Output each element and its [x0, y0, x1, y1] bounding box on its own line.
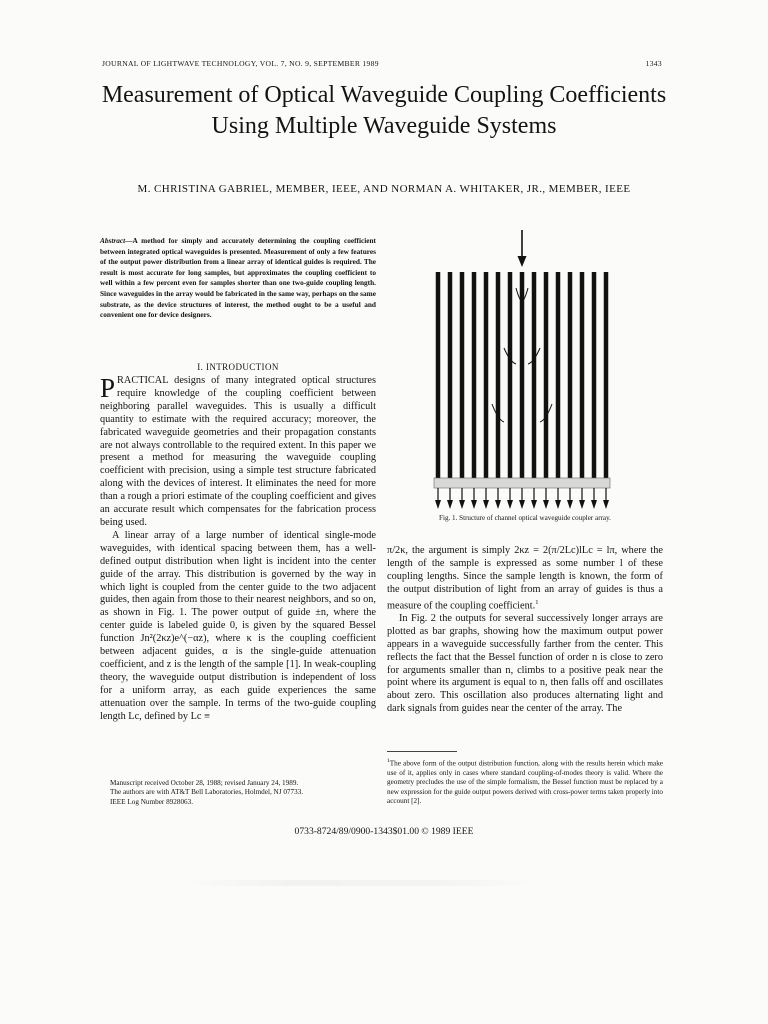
output-arrow-head — [447, 500, 453, 509]
author-line: M. CHRISTINA GABRIEL, MEMBER, IEEE, AND NORMAN A. WHITAKER, JR., MEMBER, IEEE — [137, 183, 631, 195]
paper-title: Measurement of Optical Waveguide Coupling Coefficients Using Multiple Waveguide Systems — [101, 82, 667, 139]
output-arrow-head — [591, 500, 597, 509]
abstract-lead: Abstract — [100, 236, 126, 245]
waveguide — [604, 272, 609, 478]
theory-footnote — [387, 757, 663, 806]
copyright-line: 0733-8724/89/0900-1343$01.00 © 1989 IEEE — [294, 826, 474, 837]
figure-1-waveguide-array — [424, 228, 620, 514]
output-arrow-head — [531, 500, 537, 509]
waveguide — [544, 272, 549, 478]
output-arrow-head — [519, 500, 525, 509]
output-arrow-head — [459, 500, 465, 509]
right-paragraph-2: In Fig. 2 the outputs for several successively longer arrays are plotted as bar graphs, showing how the maximum output power appears in a waveguide successfully farther from the center. This reflects the fact that the Bessel function of order n is close to zero for arguments smaller than n, climbs to a positive peak near the point where its argument is equal to n, then falls off and oscillates about zero. This oscillation also produces alternating light and dark signals from guides near the center of the array. The — [387, 612, 663, 715]
waveguide — [448, 272, 453, 478]
footnote-line: Manuscript received October 28, 1988; revised January 24, 1989. — [110, 779, 299, 787]
figure-caption: Fig. 1. Structure of channel optical waveguide coupler array. — [439, 514, 611, 522]
input-arrow — [518, 230, 527, 267]
page-number: 1343 — [645, 59, 662, 68]
left-column — [100, 375, 376, 723]
manuscript-footnote — [110, 779, 376, 807]
waveguide — [484, 272, 489, 478]
footnote-ref: 1 — [535, 598, 539, 606]
para1-text: RACTICAL designs of many integrated optical structures require knowledge of the coupling coefficient between neighboring parallel waveguides. This is usually a difficult quantity to estimate with the required accuracy; moreover, the fabricated waveguide geometries and their propagation constants are not always controllable to the required extent. In this paper we present a method for measuring the waveguide coupling coefficient with precision, using a simple test structure fabricated along with the devices of interest. It eliminates the need for more than a rough a priori estimate of the coupling coefficient and gives an accurate result which compensates for the fabrication process being used. — [100, 375, 376, 528]
intro-paragraph-2: A linear array of a large number of identical single-mode waveguides, with identical spacing between them, has a well-defined output distribution when light is incident into the center guide of the array. This distribution is governed by the way in which light is coupled from the center guide to the two adjacent guides, then again from those to their nearest neighbors, and so on, as shown in Fig. 1. The power output of guide ±n, where the center guide is labeled guide 0, is given by the squared Bessel function Jn²(2κz)e^(−αz), where κ is the coupling coefficient between adjacent guides, α is the single-guide attenuation coefficient, and z is the length of the sample [1]. In weak-coupling theory, the waveguide output distribution is independent of loss for a uniform array, as each guide experiences the same attenuation over the sample. In terms of the two-guide coupling length Lc, defined by Lc ≡ — [100, 529, 376, 722]
substrate-edge — [434, 478, 610, 488]
abstract — [100, 236, 376, 321]
output-arrow-head — [483, 500, 489, 509]
right-para1-text: π/2κ, the argument is simply 2κz = 2(π/2Lc)lLc = lπ, where the length of the sample is expressed as some number l of these coupling lengths. Since the sample length is known, the form of the output distribution of light from an array of guides is thus a measure of the coupling coefficient. — [387, 545, 663, 612]
waveguide — [592, 272, 597, 478]
waveguide — [520, 272, 525, 478]
right-paragraph-1 — [387, 545, 663, 613]
abstract-text: —A method for simply and accurately determining the coupling coefficient between integrated optical waveguides is presented. Measurement of only a few features of the output power distribution from a linear array of identical guides is required. The result is most accurate for long samples, but approximates the coupling coefficient to well within a few percent even for samples shorter than one two-guide coupling length. Since waveguides in the array would be fabricated in the same way, perhaps on the same substrate, as the device structures of interest, the method ought to be a useful and convenient one for device designers. — [100, 236, 376, 320]
footnote-line: The authors are with AT&T Bell Laboratories, Holmdel, NJ 07733. — [110, 788, 304, 797]
section-heading: I. INTRODUCTION — [197, 362, 279, 372]
drop-cap: P — [100, 373, 116, 403]
output-arrow-head — [471, 500, 477, 509]
output-arrow-head — [603, 500, 609, 509]
output-arrow-head — [543, 500, 549, 509]
output-arrow-head — [495, 500, 501, 509]
output-arrow-head — [555, 500, 561, 509]
output-arrow-head — [435, 500, 441, 509]
journal-line: JOURNAL OF LIGHTWAVE TECHNOLOGY, VOL. 7, NO. 9, SEPTEMBER 1989 — [102, 59, 379, 68]
footnote-mark: 1 — [387, 758, 390, 764]
footnote-rule — [387, 751, 457, 752]
scan-smudge — [180, 880, 540, 886]
waveguide — [436, 272, 441, 478]
output-arrow-head — [579, 500, 585, 509]
waveguide — [472, 272, 477, 478]
footnote-line: IEEE Log Number 8928063. — [110, 797, 194, 806]
running-head — [102, 59, 662, 68]
waveguide — [532, 272, 537, 478]
waveguide — [580, 272, 585, 478]
output-arrow-head — [567, 500, 573, 509]
waveguide — [508, 272, 513, 478]
waveguide — [556, 272, 561, 478]
right-column — [387, 545, 663, 716]
waveguide — [568, 272, 573, 478]
waveguide — [460, 272, 465, 478]
waveguide-bars — [436, 272, 609, 478]
waveguide — [496, 272, 501, 478]
output-arrow-head — [507, 500, 513, 509]
footnote-text: The above form of the output distribution function, along with the results herein which make use of it, applies only in cases where standard coupling-of-modes theory is valid. Where the geometry precludes the use of the simple formalism, the Bessel function must be replaced by a new expression for the guide output powers derived with cross-power terms taken properly into account [2]. — [387, 759, 663, 806]
output-arrows — [435, 488, 609, 509]
intro-paragraph-1 — [100, 375, 376, 530]
